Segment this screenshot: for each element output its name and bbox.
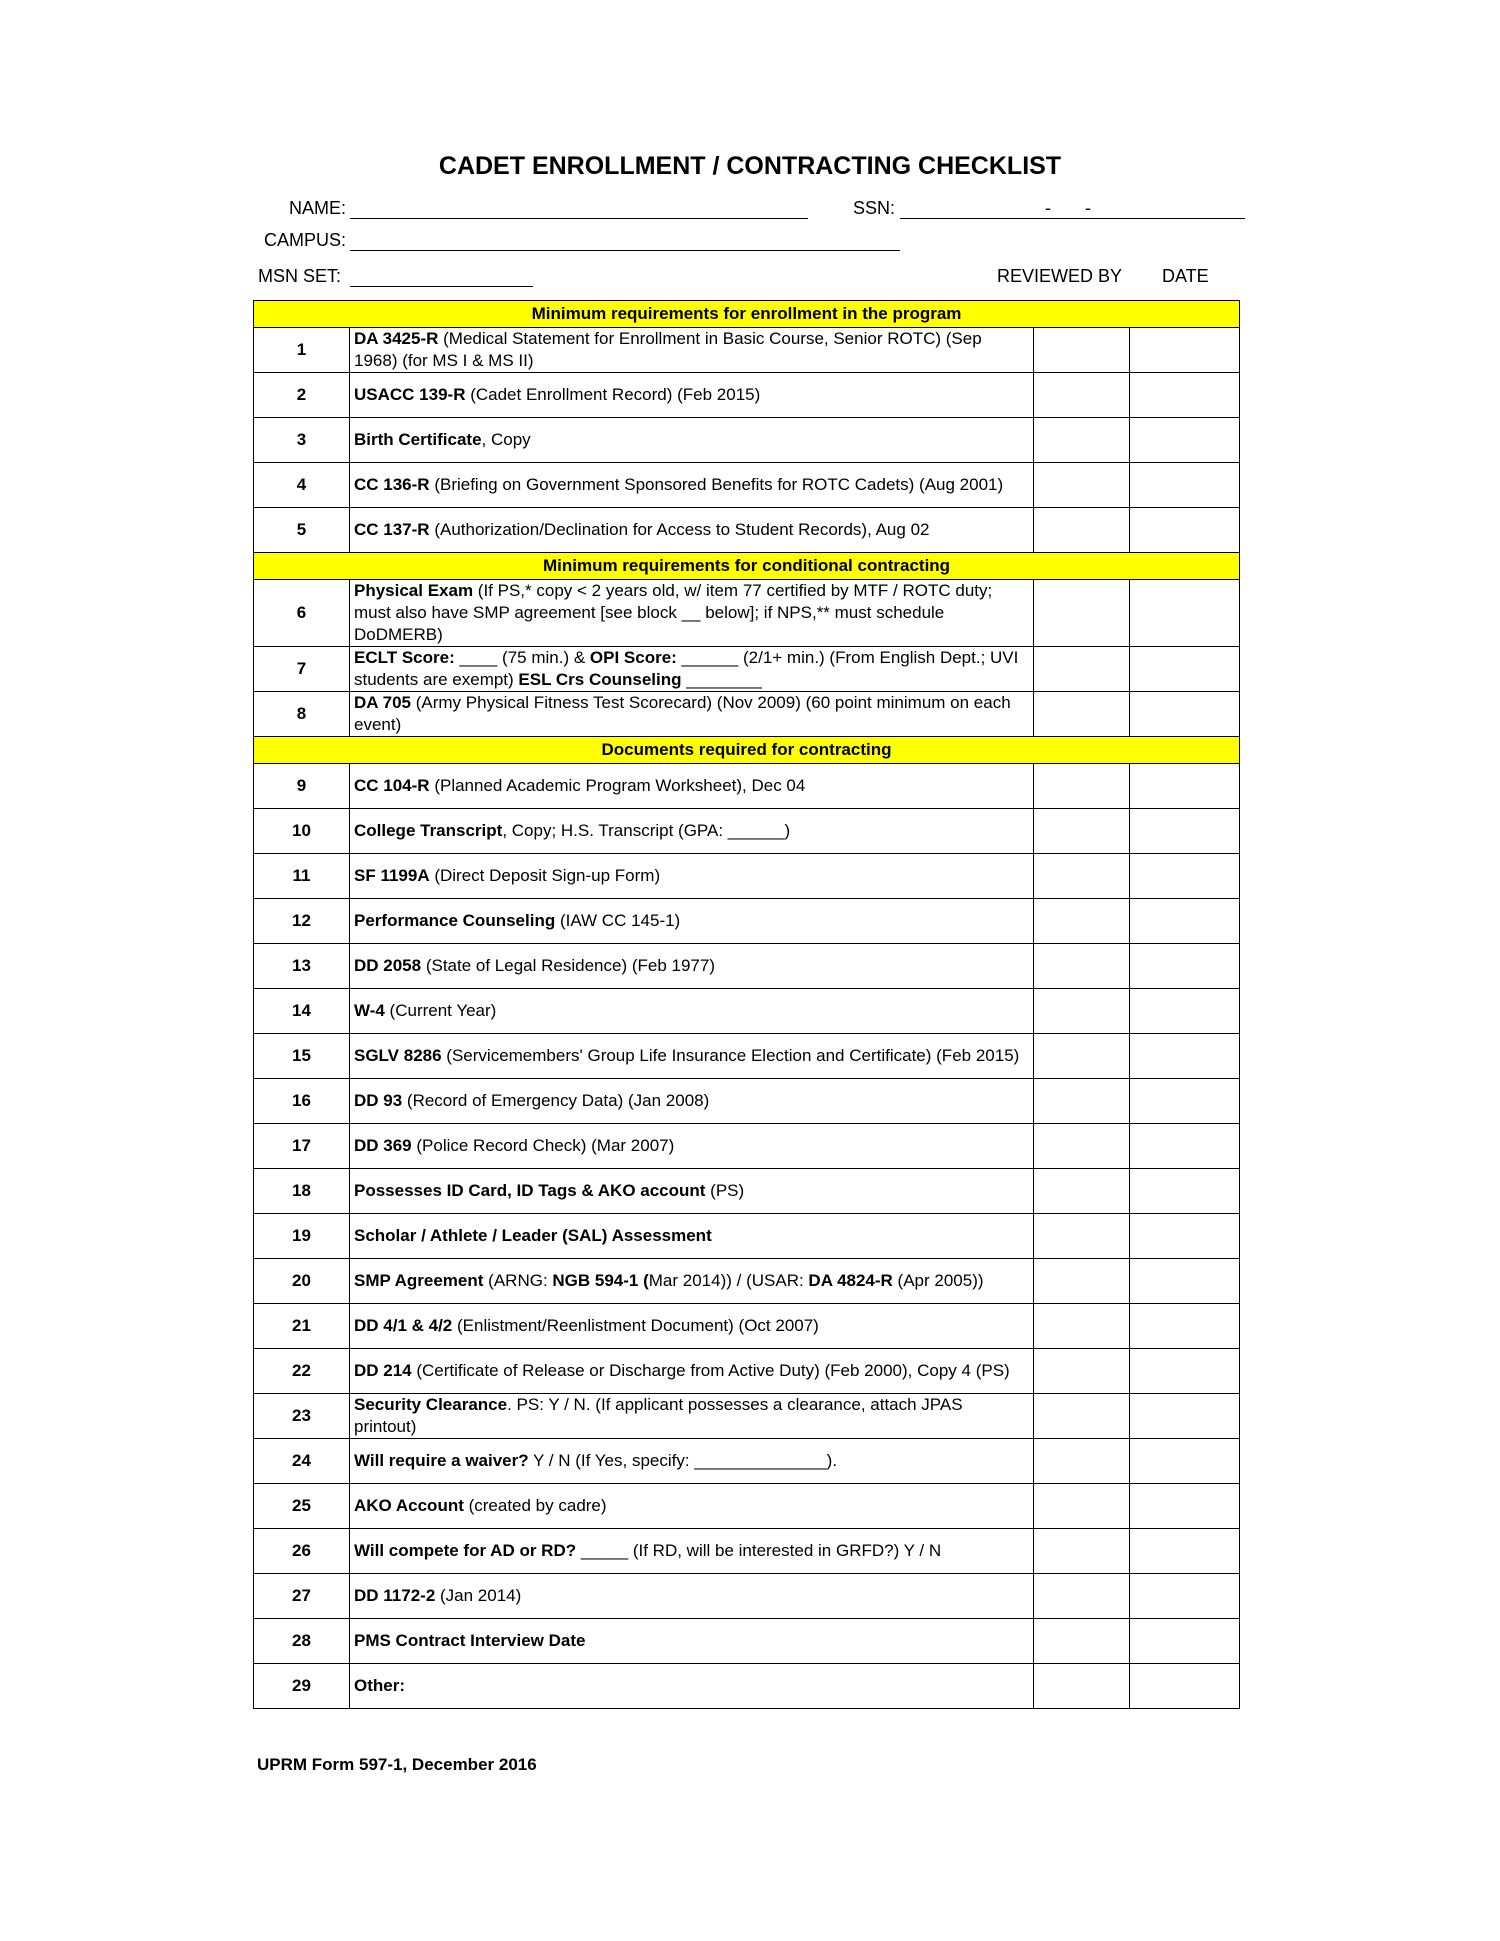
item-number: 26 — [254, 1529, 350, 1574]
ssn-separator: - — [1045, 198, 1051, 218]
reviewed-by-label: REVIEWED BY — [997, 266, 1123, 286]
checklist-row — [254, 944, 1240, 989]
item-number: 21 — [254, 1304, 350, 1349]
item-title: ECLT Score: — [354, 648, 455, 667]
item-title: W-4 — [354, 1001, 385, 1020]
checklist-row — [254, 1169, 1240, 1214]
reviewed-by-cell[interactable] — [1034, 809, 1130, 854]
reviewed-by-cell[interactable] — [1034, 647, 1130, 692]
item-title: SGLV 8286 — [354, 1046, 442, 1065]
checklist-row — [254, 1664, 1240, 1709]
item-title: NGB 594-1 ( — [552, 1271, 649, 1290]
name-field[interactable] — [350, 218, 808, 219]
item-number: 25 — [254, 1484, 350, 1529]
item-title: Other: — [354, 1676, 405, 1695]
item-detail: (Certificate of Release or Discharge from Active Duty) (Feb 2000), Copy 4 (PS) — [411, 1361, 1010, 1380]
item-title: DA 3425-R — [354, 329, 439, 348]
ssn-field[interactable] — [900, 218, 1245, 219]
item-description — [350, 1169, 1034, 1214]
item-number: 18 — [254, 1169, 350, 1214]
item-description — [350, 1214, 1034, 1259]
section-header-row — [254, 553, 1240, 580]
checklist-row — [254, 1439, 1240, 1484]
item-detail: ____ (75 min.) & — [454, 648, 590, 667]
date-cell[interactable] — [1130, 692, 1240, 737]
reviewed-by-cell[interactable] — [1034, 854, 1130, 899]
msn-set-field[interactable] — [350, 286, 533, 287]
item-detail: Mar 2014)) / (USAR: — [648, 1271, 809, 1290]
date-cell[interactable] — [1130, 1124, 1240, 1169]
item-number: 15 — [254, 1034, 350, 1079]
item-detail: (Medical Statement for Enrollment in Basic Course, Senior ROTC) (Sep 1968) (for MS I & MS II) — [354, 329, 982, 370]
date-cell[interactable] — [1130, 1574, 1240, 1619]
item-detail: (Current Year) — [384, 1001, 497, 1020]
date-cell[interactable] — [1130, 764, 1240, 809]
item-detail: (Jan 2014) — [435, 1586, 522, 1605]
reviewed-by-cell[interactable] — [1034, 418, 1130, 463]
date-cell[interactable] — [1130, 1529, 1240, 1574]
item-title: Will compete for AD or RD? — [354, 1541, 577, 1560]
date-cell[interactable] — [1130, 328, 1240, 373]
item-detail: (Planned Academic Program Worksheet), Dec 04 — [429, 776, 806, 795]
item-number: 11 — [254, 854, 350, 899]
checklist-row — [254, 989, 1240, 1034]
item-title: DA 4824-R — [808, 1271, 893, 1290]
item-detail: (created by cadre) — [463, 1496, 607, 1515]
section-title: Minimum requirements for enrollment in the program — [254, 301, 1240, 328]
ssn-label: SSN: — [853, 198, 896, 218]
date-label: DATE — [1162, 266, 1209, 286]
checklist-row — [254, 1484, 1240, 1529]
checklist-row — [254, 1214, 1240, 1259]
item-number: 9 — [254, 764, 350, 809]
date-cell[interactable] — [1130, 1394, 1240, 1439]
item-description — [350, 580, 1034, 647]
item-title: DA 705 — [354, 693, 412, 712]
item-number: 24 — [254, 1439, 350, 1484]
reviewed-by-cell[interactable] — [1034, 1214, 1130, 1259]
item-detail: (Authorization/Declination for Access to Student Records), Aug 02 — [429, 520, 930, 539]
reviewed-by-cell[interactable] — [1034, 989, 1130, 1034]
item-title: Scholar / Athlete / Leader (SAL) Assessment — [354, 1226, 712, 1245]
item-detail: (Enlistment/Reenlistment Document) (Oct 2007) — [452, 1316, 819, 1335]
checklist-row — [254, 1304, 1240, 1349]
item-detail: (IAW CC 145-1) — [555, 911, 681, 930]
item-detail: (Servicemembers' Group Life Insurance Election and Certificate) (Feb 2015) — [441, 1046, 1020, 1065]
item-description — [350, 1349, 1034, 1394]
date-cell[interactable] — [1130, 1169, 1240, 1214]
checklist-row — [254, 1034, 1240, 1079]
reviewed-by-cell[interactable] — [1034, 1079, 1130, 1124]
item-number: 19 — [254, 1214, 350, 1259]
item-title: USACC 139-R — [354, 385, 466, 404]
item-title: College Transcript — [354, 821, 503, 840]
item-title: ESL Crs Counseling — [518, 670, 682, 689]
reviewed-by-cell[interactable] — [1034, 1574, 1130, 1619]
item-title: AKO Account — [354, 1496, 464, 1515]
item-detail: , Copy — [481, 430, 531, 449]
msn-set-label: MSN SET: — [258, 266, 342, 286]
checklist-row — [254, 1529, 1240, 1574]
page-title: CADET ENROLLMENT / CONTRACTING CHECKLIST — [438, 152, 1062, 180]
checklist-row — [254, 899, 1240, 944]
item-number: 13 — [254, 944, 350, 989]
item-title: DD 369 — [354, 1136, 412, 1155]
date-cell[interactable] — [1130, 1439, 1240, 1484]
item-number: 6 — [254, 580, 350, 647]
item-description — [350, 944, 1034, 989]
item-number: 28 — [254, 1619, 350, 1664]
date-cell[interactable] — [1130, 809, 1240, 854]
item-description — [350, 899, 1034, 944]
item-title: DD 214 — [354, 1361, 412, 1380]
item-detail: (Cadet Enrollment Record) (Feb 2015) — [465, 385, 761, 404]
item-title: DD 1172-2 — [354, 1586, 436, 1605]
date-cell[interactable] — [1130, 580, 1240, 647]
date-cell[interactable] — [1130, 463, 1240, 508]
checklist-row — [254, 1619, 1240, 1664]
date-cell[interactable] — [1130, 1259, 1240, 1304]
item-description — [350, 373, 1034, 418]
item-title: Physical Exam — [354, 581, 474, 600]
date-cell[interactable] — [1130, 1664, 1240, 1709]
item-description — [350, 418, 1034, 463]
checklist-row — [254, 1124, 1240, 1169]
date-cell[interactable] — [1130, 647, 1240, 692]
date-cell[interactable] — [1130, 1484, 1240, 1529]
item-detail: ________ — [681, 670, 762, 689]
reviewed-by-cell[interactable] — [1034, 1439, 1130, 1484]
item-number: 17 — [254, 1124, 350, 1169]
item-description — [350, 1079, 1034, 1124]
item-title: Possesses ID Card, ID Tags & AKO account — [354, 1181, 706, 1200]
item-title: PMS Contract Interview Date — [354, 1631, 586, 1650]
item-description — [350, 1664, 1034, 1709]
item-description — [350, 463, 1034, 508]
item-description — [350, 764, 1034, 809]
campus-field[interactable] — [350, 250, 900, 251]
checklist-row — [254, 1394, 1240, 1439]
item-number: 27 — [254, 1574, 350, 1619]
item-number: 23 — [254, 1394, 350, 1439]
item-detail: ______ (2/1+ min.) (From English Dept.; UVI students are exempt) — [354, 648, 1019, 689]
item-title: Will require a waiver? — [354, 1451, 529, 1470]
item-title: DD 93 — [354, 1091, 403, 1110]
section-header-row — [254, 301, 1240, 328]
item-title: Birth Certificate — [354, 430, 482, 449]
checklist-row — [254, 418, 1240, 463]
item-description — [350, 647, 1034, 692]
reviewed-by-cell[interactable] — [1034, 1529, 1130, 1574]
item-title: CC 104-R — [354, 776, 430, 795]
item-number: 4 — [254, 463, 350, 508]
reviewed-by-cell[interactable] — [1034, 1664, 1130, 1709]
date-cell[interactable] — [1130, 1619, 1240, 1664]
reviewed-by-cell[interactable] — [1034, 1484, 1130, 1529]
date-cell[interactable] — [1130, 373, 1240, 418]
item-description — [350, 1304, 1034, 1349]
reviewed-by-cell[interactable] — [1034, 764, 1130, 809]
reviewed-by-cell[interactable] — [1034, 1304, 1130, 1349]
reviewed-by-cell[interactable] — [1034, 1034, 1130, 1079]
ssn-separator: - — [1085, 198, 1091, 218]
item-title: Performance Counseling — [354, 911, 556, 930]
reviewed-by-cell[interactable] — [1034, 508, 1130, 553]
item-title: CC 136-R — [354, 475, 430, 494]
item-title: DD 4/1 & 4/2 — [354, 1316, 453, 1335]
reviewed-by-cell[interactable] — [1034, 1259, 1130, 1304]
form-footer: UPRM Form 597-1, December 2016 — [257, 1755, 537, 1774]
checklist-row — [254, 373, 1240, 418]
item-detail: (Army Physical Fitness Test Scorecard) (Nov 2009) (60 point minimum on each event) — [354, 693, 1011, 734]
date-cell[interactable] — [1130, 418, 1240, 463]
item-number: 5 — [254, 508, 350, 553]
item-number: 22 — [254, 1349, 350, 1394]
item-number: 12 — [254, 899, 350, 944]
name-label: NAME: — [289, 198, 347, 218]
item-title: DD 2058 — [354, 956, 422, 975]
item-number: 10 — [254, 809, 350, 854]
checklist-row — [254, 854, 1240, 899]
checklist-row — [254, 328, 1240, 373]
item-detail: (Police Record Check) (Mar 2007) — [411, 1136, 675, 1155]
checklist-row — [254, 1349, 1240, 1394]
item-description — [350, 1394, 1034, 1439]
item-description — [350, 1574, 1034, 1619]
date-cell[interactable] — [1130, 899, 1240, 944]
reviewed-by-cell[interactable] — [1034, 1124, 1130, 1169]
date-cell[interactable] — [1130, 1034, 1240, 1079]
item-title: Security Clearance — [354, 1395, 508, 1414]
item-number: 3 — [254, 418, 350, 463]
item-description — [350, 1439, 1034, 1484]
item-detail: (If PS,* copy < 2 years old, w/ item 77 certified by MTF / ROTC duty; must also have SMP agreement [see block __ below]; if NPS,** must schedule DoDMERB) — [354, 581, 993, 644]
checklist-row — [254, 809, 1240, 854]
item-description — [350, 328, 1034, 373]
item-detail: (PS) — [705, 1181, 745, 1200]
reviewed-by-cell[interactable] — [1034, 1169, 1130, 1214]
item-detail: , Copy; H.S. Transcript (GPA: ______) — [502, 821, 791, 840]
item-number: 7 — [254, 647, 350, 692]
checklist-row — [254, 508, 1240, 553]
checklist-table — [253, 300, 1240, 1709]
item-description — [350, 1484, 1034, 1529]
date-cell[interactable] — [1130, 1349, 1240, 1394]
item-detail: (State of Legal Residence) (Feb 1977) — [421, 956, 715, 975]
item-number: 16 — [254, 1079, 350, 1124]
item-description — [350, 1034, 1034, 1079]
section-title: Minimum requirements for conditional contracting — [254, 553, 1240, 580]
date-cell[interactable] — [1130, 1214, 1240, 1259]
reviewed-by-cell[interactable] — [1034, 328, 1130, 373]
item-description — [350, 1124, 1034, 1169]
item-title: OPI Score: — [589, 648, 677, 667]
item-detail: Y / N (If Yes, specify: ______________). — [528, 1451, 838, 1470]
checklist-row — [254, 463, 1240, 508]
item-number: 14 — [254, 989, 350, 1034]
item-title: SMP Agreement — [354, 1271, 484, 1290]
checklist-row — [254, 764, 1240, 809]
item-title: SF 1199A — [354, 866, 430, 885]
item-description — [350, 989, 1034, 1034]
date-cell[interactable] — [1130, 854, 1240, 899]
section-header-row — [254, 737, 1240, 764]
reviewed-by-cell[interactable] — [1034, 899, 1130, 944]
item-detail: (Direct Deposit Sign-up Form) — [429, 866, 661, 885]
item-detail: (ARNG: — [483, 1271, 553, 1290]
item-detail: . PS: Y / N. (If applicant possesses a clearance, attach JPAS printout) — [354, 1395, 963, 1436]
date-cell[interactable] — [1130, 1079, 1240, 1124]
date-cell[interactable] — [1130, 1304, 1240, 1349]
checklist-row — [254, 580, 1240, 647]
item-number: 20 — [254, 1259, 350, 1304]
item-description — [350, 809, 1034, 854]
checklist-row — [254, 647, 1240, 692]
date-cell[interactable] — [1130, 944, 1240, 989]
reviewed-by-cell[interactable] — [1034, 1394, 1130, 1439]
item-description — [350, 508, 1034, 553]
campus-label: CAMPUS: — [264, 230, 347, 250]
checklist-row — [254, 1079, 1240, 1124]
item-detail: (Apr 2005)) — [892, 1271, 984, 1290]
item-title: CC 137-R — [354, 520, 430, 539]
reviewed-by-cell[interactable] — [1034, 944, 1130, 989]
item-description — [350, 1259, 1034, 1304]
item-detail: (Record of Emergency Data) (Jan 2008) — [402, 1091, 710, 1110]
checklist-row — [254, 692, 1240, 737]
item-description — [350, 1619, 1034, 1664]
item-detail: (Briefing on Government Sponsored Benefits for ROTC Cadets) (Aug 2001) — [429, 475, 1004, 494]
item-description — [350, 1529, 1034, 1574]
item-description — [350, 692, 1034, 737]
item-number: 8 — [254, 692, 350, 737]
date-cell[interactable] — [1130, 508, 1240, 553]
section-title: Documents required for contracting — [254, 737, 1240, 764]
checklist-row — [254, 1574, 1240, 1619]
item-description — [350, 854, 1034, 899]
reviewed-by-cell[interactable] — [1034, 463, 1130, 508]
date-cell[interactable] — [1130, 989, 1240, 1034]
item-number: 1 — [254, 328, 350, 373]
reviewed-by-cell[interactable] — [1034, 1619, 1130, 1664]
reviewed-by-cell[interactable] — [1034, 373, 1130, 418]
item-detail: _____ (If RD, will be interested in GRFD?) Y / N — [576, 1541, 942, 1560]
reviewed-by-cell[interactable] — [1034, 692, 1130, 737]
item-number: 2 — [254, 373, 350, 418]
item-number: 29 — [254, 1664, 350, 1709]
checklist-row — [254, 1259, 1240, 1304]
reviewed-by-cell[interactable] — [1034, 1349, 1130, 1394]
reviewed-by-cell[interactable] — [1034, 580, 1130, 647]
